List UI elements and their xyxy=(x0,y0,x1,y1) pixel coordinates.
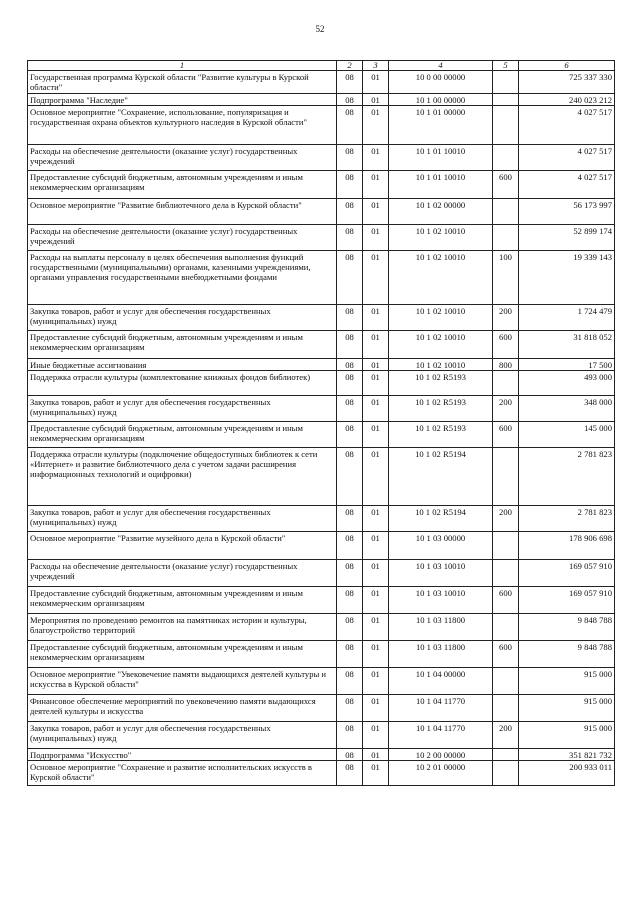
table-row xyxy=(28,199,615,225)
cell-subsection: 01 xyxy=(363,199,389,225)
cell-target-article: 10 1 03 10010 xyxy=(389,587,493,614)
cell-target-article: 10 1 04 11770 xyxy=(389,695,493,722)
cell-section: 08 xyxy=(337,94,363,106)
cell-name: Иные бюджетные ассигнования xyxy=(28,359,337,371)
table-row xyxy=(28,305,615,331)
table-header-row xyxy=(28,61,615,71)
cell-name: Предоставление субсидий бюджетным, автономным учреждениям и иным некоммерческим организациям xyxy=(28,422,337,448)
cell-subsection: 01 xyxy=(363,722,389,749)
cell-target-article: 10 2 01 00000 xyxy=(389,761,493,786)
cell-name: Основное мероприятие "Развитие библиотечного дела в Курской области" xyxy=(28,199,337,225)
cell-amount: 169 057 910 xyxy=(519,560,615,587)
cell-amount: 9 848 788 xyxy=(519,614,615,641)
header-col-3: 3 xyxy=(363,61,389,71)
table-row xyxy=(28,506,615,532)
table-row xyxy=(28,145,615,171)
cell-section: 08 xyxy=(337,305,363,331)
header-col-4: 4 xyxy=(389,61,493,71)
cell-expense-type xyxy=(493,761,519,786)
cell-name: Основное мероприятие "Сохранение, использование, популяризация и государственная охрана объектов культурного наследия в Курской области" xyxy=(28,106,337,145)
cell-name: Расходы на обеспечение деятельности (оказание услуг) государственных учреждений xyxy=(28,560,337,587)
cell-expense-type xyxy=(493,94,519,106)
cell-amount: 351 821 732 xyxy=(519,749,615,761)
cell-target-article: 10 1 01 10010 xyxy=(389,145,493,171)
cell-target-article: 10 1 02 10010 xyxy=(389,359,493,371)
cell-target-article: 10 1 04 11770 xyxy=(389,722,493,749)
cell-section: 08 xyxy=(337,359,363,371)
cell-expense-type: 200 xyxy=(493,506,519,532)
cell-target-article: 10 1 02 R5193 xyxy=(389,422,493,448)
cell-subsection: 01 xyxy=(363,749,389,761)
cell-amount: 200 933 011 xyxy=(519,761,615,786)
cell-section: 08 xyxy=(337,396,363,422)
cell-target-article: 10 1 03 00000 xyxy=(389,532,493,560)
cell-section: 08 xyxy=(337,331,363,359)
cell-subsection: 01 xyxy=(363,614,389,641)
cell-subsection: 01 xyxy=(363,448,389,506)
cell-target-article: 10 1 02 R5194 xyxy=(389,448,493,506)
cell-amount: 240 023 212 xyxy=(519,94,615,106)
cell-section: 08 xyxy=(337,145,363,171)
cell-target-article: 10 1 02 10010 xyxy=(389,331,493,359)
cell-amount: 1 724 479 xyxy=(519,305,615,331)
cell-amount: 9 848 788 xyxy=(519,641,615,668)
cell-target-article: 10 1 02 R5194 xyxy=(389,506,493,532)
table-row xyxy=(28,668,615,695)
cell-expense-type: 600 xyxy=(493,331,519,359)
table-row xyxy=(28,448,615,506)
cell-target-article: 10 1 03 11800 xyxy=(389,614,493,641)
header-col-1: 1 xyxy=(28,61,337,71)
cell-section: 08 xyxy=(337,695,363,722)
cell-name: Предоставление субсидий бюджетным, автономным учреждениям и иным некоммерческим организациям xyxy=(28,587,337,614)
cell-section: 08 xyxy=(337,251,363,305)
cell-amount: 2 781 823 xyxy=(519,506,615,532)
cell-section: 08 xyxy=(337,225,363,251)
table-row xyxy=(28,641,615,668)
cell-section: 08 xyxy=(337,587,363,614)
cell-amount: 178 906 698 xyxy=(519,532,615,560)
table-row xyxy=(28,171,615,199)
cell-section: 08 xyxy=(337,199,363,225)
cell-target-article: 10 1 04 00000 xyxy=(389,668,493,695)
cell-expense-type: 600 xyxy=(493,171,519,199)
table-row xyxy=(28,695,615,722)
cell-subsection: 01 xyxy=(363,422,389,448)
cell-expense-type xyxy=(493,749,519,761)
cell-expense-type: 200 xyxy=(493,722,519,749)
cell-amount: 17 500 xyxy=(519,359,615,371)
cell-expense-type xyxy=(493,560,519,587)
cell-amount: 19 339 143 xyxy=(519,251,615,305)
cell-section: 08 xyxy=(337,722,363,749)
cell-amount: 145 000 xyxy=(519,422,615,448)
cell-subsection: 01 xyxy=(363,668,389,695)
cell-subsection: 01 xyxy=(363,371,389,396)
cell-name: Поддержка отрасли культуры (подключение общедоступных библиотек к сети «Интернет» и развитие библиотечного дела с учетом задачи расширения информационных технологий и оцифровки) xyxy=(28,448,337,506)
table-row xyxy=(28,761,615,786)
cell-expense-type: 200 xyxy=(493,305,519,331)
cell-expense-type xyxy=(493,106,519,145)
cell-name: Закупка товаров, работ и услуг для обеспечения государственных (муниципальных) нужд xyxy=(28,506,337,532)
cell-subsection: 01 xyxy=(363,145,389,171)
page-number: 52 xyxy=(315,24,325,34)
cell-subsection: 01 xyxy=(363,506,389,532)
cell-name: Поддержка отрасли культуры (комплектование книжных фондов библиотек) xyxy=(28,371,337,396)
cell-name: Предоставление субсидий бюджетным, автономным учреждениям и иным некоммерческим организациям xyxy=(28,171,337,199)
cell-amount: 4 027 517 xyxy=(519,106,615,145)
cell-section: 08 xyxy=(337,448,363,506)
cell-name: Подпрограмма "Наследие" xyxy=(28,94,337,106)
table-body xyxy=(28,71,615,786)
cell-expense-type xyxy=(493,225,519,251)
cell-expense-type xyxy=(493,199,519,225)
cell-name: Закупка товаров, работ и услуг для обеспечения государственных (муниципальных) нужд xyxy=(28,722,337,749)
table-row xyxy=(28,560,615,587)
cell-name: Закупка товаров, работ и услуг для обеспечения государственных (муниципальных) нужд xyxy=(28,396,337,422)
table-row xyxy=(28,359,615,371)
cell-expense-type: 800 xyxy=(493,359,519,371)
cell-subsection: 01 xyxy=(363,587,389,614)
table-row xyxy=(28,94,615,106)
cell-subsection: 01 xyxy=(363,560,389,587)
cell-section: 08 xyxy=(337,71,363,94)
cell-name: Основное мероприятие "Сохранение и развитие исполнительских искусств в Курской области" xyxy=(28,761,337,786)
cell-amount: 915 000 xyxy=(519,695,615,722)
table-row xyxy=(28,614,615,641)
cell-amount: 725 337 330 xyxy=(519,71,615,94)
table-row xyxy=(28,722,615,749)
cell-section: 08 xyxy=(337,371,363,396)
cell-name: Расходы на обеспечение деятельности (оказание услуг) государственных учреждений xyxy=(28,225,337,251)
cell-target-article: 10 1 02 10010 xyxy=(389,305,493,331)
header-col-5: 5 xyxy=(493,61,519,71)
cell-name: Расходы на выплаты персоналу в целях обеспечения выполнения функций государственными (муниципальными) органами, казенными учреждениями, органами управления государственными внебюджетными фондами xyxy=(28,251,337,305)
cell-amount: 52 899 174 xyxy=(519,225,615,251)
table-row xyxy=(28,532,615,560)
cell-expense-type: 600 xyxy=(493,587,519,614)
cell-target-article: 10 1 02 10010 xyxy=(389,225,493,251)
cell-section: 08 xyxy=(337,106,363,145)
cell-target-article: 10 0 00 00000 xyxy=(389,71,493,94)
cell-subsection: 01 xyxy=(363,171,389,199)
cell-name: Закупка товаров, работ и услуг для обеспечения государственных (муниципальных) нужд xyxy=(28,305,337,331)
cell-target-article: 10 1 01 10010 xyxy=(389,171,493,199)
cell-subsection: 01 xyxy=(363,396,389,422)
cell-target-article: 10 1 02 R5193 xyxy=(389,371,493,396)
cell-subsection: 01 xyxy=(363,251,389,305)
cell-subsection: 01 xyxy=(363,695,389,722)
cell-target-article: 10 1 02 10010 xyxy=(389,251,493,305)
cell-expense-type: 200 xyxy=(493,396,519,422)
cell-subsection: 01 xyxy=(363,71,389,94)
cell-amount: 2 781 823 xyxy=(519,448,615,506)
cell-subsection: 01 xyxy=(363,225,389,251)
cell-subsection: 01 xyxy=(363,532,389,560)
cell-amount: 4 027 517 xyxy=(519,171,615,199)
table-row xyxy=(28,587,615,614)
table-row xyxy=(28,71,615,94)
cell-subsection: 01 xyxy=(363,641,389,668)
cell-amount: 4 027 517 xyxy=(519,145,615,171)
table-row xyxy=(28,749,615,761)
cell-section: 08 xyxy=(337,761,363,786)
cell-amount: 31 818 052 xyxy=(519,331,615,359)
cell-expense-type xyxy=(493,668,519,695)
cell-target-article: 10 1 02 R5193 xyxy=(389,396,493,422)
cell-expense-type: 600 xyxy=(493,641,519,668)
header-col-2: 2 xyxy=(337,61,363,71)
cell-target-article: 10 1 03 11800 xyxy=(389,641,493,668)
cell-expense-type xyxy=(493,145,519,171)
cell-expense-type xyxy=(493,448,519,506)
cell-amount: 493 000 xyxy=(519,371,615,396)
cell-amount: 56 173 997 xyxy=(519,199,615,225)
cell-name: Основное мероприятие "Развитие музейного дела в Курской области" xyxy=(28,532,337,560)
cell-section: 08 xyxy=(337,641,363,668)
cell-target-article: 10 1 01 00000 xyxy=(389,106,493,145)
cell-amount: 348 000 xyxy=(519,396,615,422)
cell-section: 08 xyxy=(337,560,363,587)
cell-section: 08 xyxy=(337,614,363,641)
budget-table xyxy=(27,60,615,786)
cell-target-article: 10 1 00 00000 xyxy=(389,94,493,106)
table-row xyxy=(28,106,615,145)
header-col-6: 6 xyxy=(519,61,615,71)
cell-name: Мероприятия по проведению ремонтов на памятниках истории и культуры, благоустройство территорий xyxy=(28,614,337,641)
cell-subsection: 01 xyxy=(363,106,389,145)
cell-name: Подпрограмма "Искусство" xyxy=(28,749,337,761)
cell-section: 08 xyxy=(337,171,363,199)
cell-section: 08 xyxy=(337,422,363,448)
cell-subsection: 01 xyxy=(363,305,389,331)
cell-name: Финансовое обеспечение мероприятий по увековечению памяти выдающихся деятелей культуры и искусства xyxy=(28,695,337,722)
table-row xyxy=(28,251,615,305)
cell-expense-type xyxy=(493,614,519,641)
cell-section: 08 xyxy=(337,668,363,695)
cell-amount: 169 057 910 xyxy=(519,587,615,614)
cell-name: Основное мероприятие "Увековечение памяти выдающихся деятелей культуры и искусства в Курской области" xyxy=(28,668,337,695)
cell-expense-type xyxy=(493,71,519,94)
cell-subsection: 01 xyxy=(363,94,389,106)
cell-target-article: 10 1 02 00000 xyxy=(389,199,493,225)
cell-section: 08 xyxy=(337,532,363,560)
cell-subsection: 01 xyxy=(363,761,389,786)
cell-expense-type xyxy=(493,695,519,722)
table-row xyxy=(28,422,615,448)
table-row xyxy=(28,225,615,251)
cell-name: Предоставление субсидий бюджетным, автономным учреждениям и иным некоммерческим организациям xyxy=(28,331,337,359)
cell-target-article: 10 2 00 00000 xyxy=(389,749,493,761)
table-row xyxy=(28,371,615,396)
cell-expense-type xyxy=(493,371,519,396)
cell-name: Государственная программа Курской области "Развитие культуры в Курской области" xyxy=(28,71,337,94)
cell-section: 08 xyxy=(337,506,363,532)
table-row xyxy=(28,396,615,422)
cell-expense-type: 600 xyxy=(493,422,519,448)
cell-expense-type: 100 xyxy=(493,251,519,305)
cell-subsection: 01 xyxy=(363,331,389,359)
cell-amount: 915 000 xyxy=(519,668,615,695)
cell-expense-type xyxy=(493,532,519,560)
cell-target-article: 10 1 03 10010 xyxy=(389,560,493,587)
table-row xyxy=(28,331,615,359)
cell-name: Предоставление субсидий бюджетным, автономным учреждениям и иным некоммерческим организациям xyxy=(28,641,337,668)
cell-amount: 915 000 xyxy=(519,722,615,749)
cell-name: Расходы на обеспечение деятельности (оказание услуг) государственных учреждений xyxy=(28,145,337,171)
cell-section: 08 xyxy=(337,749,363,761)
cell-subsection: 01 xyxy=(363,359,389,371)
